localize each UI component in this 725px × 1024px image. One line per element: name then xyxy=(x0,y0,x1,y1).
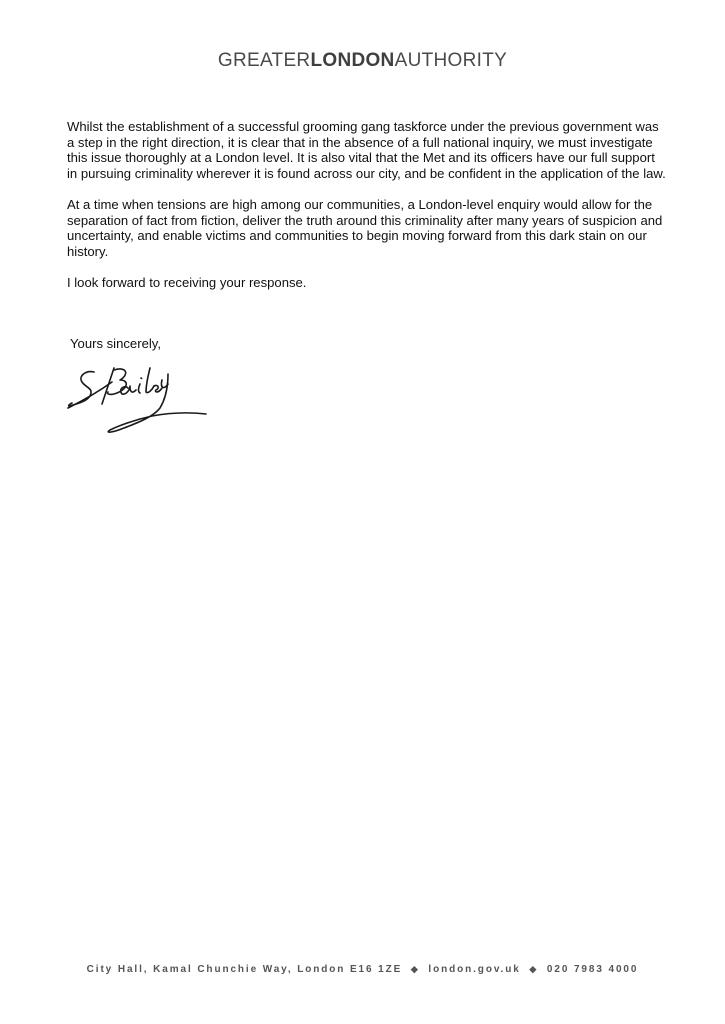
footer-website: london.gov.uk xyxy=(428,964,521,975)
footer-separator-diamond: ◆ xyxy=(529,964,539,974)
footer-address: City Hall, Kamal Chunchie Way, London E16 1ZE xyxy=(86,964,403,975)
paragraph-3: I look forward to receiving your response. xyxy=(67,274,307,290)
logo-greater: GREATER xyxy=(217,50,311,71)
letter-closing: Yours sincerely, xyxy=(70,336,161,351)
letter-body xyxy=(67,119,667,306)
logo-authority: AUTHORITY xyxy=(394,50,508,71)
footer-contact xyxy=(0,964,725,975)
footer-separator-diamond: ◆ xyxy=(410,964,420,974)
logo-london: LONDON xyxy=(310,50,395,71)
paragraph-2: At a time when tensions are high among our communities, a London-level enquiry would allow for the separation of fact from fiction, deliver the truth around this criminality after many years of suspicion and uncertainty, and enable victims and communities to begin moving forward from this dark stain on our history. xyxy=(67,196,663,259)
paragraph-1: Whilst the establishment of a successful grooming gang taskforce under the previous government was a step in the right direction, it is clear that in the absence of a full national inquiry, we must investigate this issue thoroughly at a London level. It is also vital that the Met and its officers have our full support in pursuing criminality wherever it is found across our city, and be confident in the application of the law. xyxy=(67,119,666,181)
footer-phone: 020 7983 4000 xyxy=(546,964,639,975)
gla-logo xyxy=(0,50,725,72)
signature-image xyxy=(64,362,214,438)
